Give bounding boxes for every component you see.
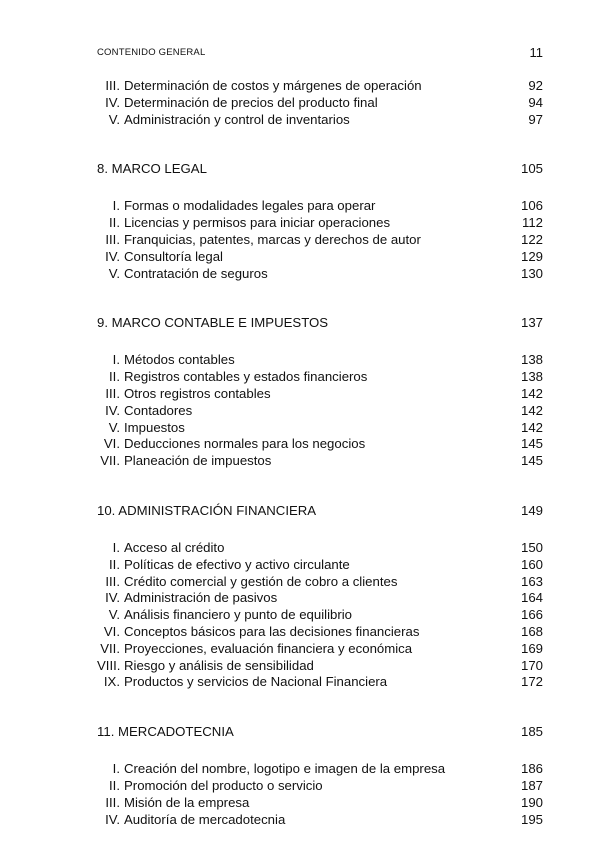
- continued-items: [97, 78, 543, 128]
- toc-entry-number: III.: [105, 385, 120, 401]
- toc-entry-page: 142: [520, 419, 543, 435]
- toc-entry: [97, 557, 543, 574]
- toc-entry: [97, 266, 543, 283]
- toc-entry-title: Promoción del producto o servicio: [124, 777, 323, 793]
- toc-entry-title: Franquicias, patentes, marcas y derechos de autor: [124, 231, 421, 247]
- section-entries: [97, 352, 543, 470]
- toc-entry-page: 94: [528, 94, 543, 110]
- toc-entry-page: 92: [528, 78, 543, 93]
- toc-entry-number: V.: [108, 265, 120, 281]
- toc-entry-title: Deducciones normales para los negocios: [124, 436, 366, 452]
- toc-entry: [97, 215, 543, 232]
- toc-entry-number: I.: [112, 198, 120, 214]
- toc-entry-title: Administración de pasivos: [124, 590, 278, 606]
- toc-entry: [97, 658, 543, 675]
- toc-entry-title: Auditoría de mercadotecnia: [124, 811, 286, 827]
- section-entries: [97, 198, 543, 282]
- toc-entry: [97, 778, 543, 795]
- toc-entry-page: 187: [520, 777, 543, 793]
- toc-entry-page: 168: [520, 623, 543, 639]
- toc-entry: [97, 386, 543, 403]
- section-entries: [97, 761, 543, 828]
- toc-entry: [97, 78, 543, 95]
- toc-entry-page: 172: [520, 674, 543, 690]
- toc-entry-title: Conceptos básicos para las decisiones financieras: [124, 623, 420, 639]
- toc-entry: [97, 761, 543, 778]
- toc-entry: [97, 812, 543, 829]
- toc-section: [97, 724, 543, 828]
- toc-section: [97, 161, 543, 282]
- page-number: 11: [529, 45, 543, 60]
- toc-entry: [97, 198, 543, 215]
- toc-entry-number: II.: [109, 215, 120, 231]
- toc-entry: [97, 420, 543, 437]
- toc-entry-page: 129: [520, 248, 543, 264]
- toc-entry-number: IV.: [105, 248, 120, 264]
- toc-entry-number: I.: [112, 539, 120, 555]
- toc-entry-page: 160: [520, 556, 543, 572]
- toc-entry: [97, 540, 543, 557]
- toc-entry-number: IV.: [105, 94, 120, 110]
- toc-entry-page: 145: [520, 436, 543, 452]
- toc-entry-page: 190: [520, 794, 543, 810]
- toc-entry-title: Contadores: [124, 402, 193, 418]
- toc-entry-page: 142: [520, 385, 543, 401]
- toc-entry-number: IV.: [105, 402, 120, 418]
- toc-entry-number: IV.: [105, 811, 120, 827]
- toc-entry-page: 186: [520, 761, 543, 777]
- toc-entry-page: 166: [520, 607, 543, 623]
- toc-entry: [97, 249, 543, 266]
- toc-entry-page: 195: [520, 811, 543, 827]
- toc-entry: [97, 453, 543, 470]
- toc-entry-number: IX.: [103, 674, 120, 690]
- toc-entry-title: Acceso al crédito: [124, 539, 225, 555]
- table-of-contents: [97, 78, 543, 828]
- toc-entry-title: Análisis financiero y punto de equilibrio: [124, 607, 352, 623]
- toc-entry-title: Determinación de precios del producto final: [124, 94, 378, 110]
- toc-entry-page: 142: [520, 402, 543, 418]
- section-page: 137: [520, 315, 543, 331]
- toc-entry-title: Consultoría legal: [124, 248, 223, 264]
- section-heading: [97, 161, 543, 179]
- toc-entry-number: VI.: [103, 623, 120, 639]
- section-entries: [97, 540, 543, 691]
- toc-entry-number: III.: [105, 78, 120, 93]
- toc-entry-number: VII.: [100, 453, 120, 469]
- section-title: 11. MERCADOTECNIA: [97, 724, 234, 740]
- toc-entry: [97, 590, 543, 607]
- section-title: 10. ADMINISTRACIÓN FINANCIERA: [97, 502, 317, 518]
- running-header: [97, 45, 543, 63]
- section-heading: [97, 315, 543, 333]
- section-heading: [97, 724, 543, 742]
- toc-entry-number: IV.: [105, 590, 120, 606]
- toc-entry-page: 130: [520, 265, 543, 281]
- toc-entry-number: VIII.: [97, 657, 121, 673]
- toc-entry-title: Licencias y permisos para iniciar operaciones: [124, 215, 391, 231]
- toc-entry-title: Administración y control de inventarios: [124, 111, 350, 127]
- toc-entry-page: 163: [520, 573, 543, 589]
- toc-entry-title: Creación del nombre, logotipo e imagen de la empresa: [124, 761, 446, 777]
- toc-entry: [97, 641, 543, 658]
- toc-entry: [97, 352, 543, 369]
- toc-entry-number: III.: [105, 231, 120, 247]
- toc-entry-title: Planeación de impuestos: [124, 453, 272, 469]
- toc-entry: [97, 369, 543, 386]
- toc-entry-number: V.: [108, 419, 120, 435]
- running-header-title: CONTENIDO GENERAL: [97, 47, 206, 58]
- toc-section: [97, 503, 543, 691]
- toc-entry-title: Riesgo y análisis de sensibilidad: [124, 657, 314, 673]
- toc-entry-title: Otros registros contables: [124, 385, 271, 401]
- toc-entry: [97, 674, 543, 691]
- toc-entry-title: Registros contables y estados financieros: [124, 369, 368, 385]
- section-title: 9. MARCO CONTABLE E IMPUESTOS: [97, 315, 329, 331]
- section-page: 149: [520, 502, 543, 518]
- toc-entry-page: 138: [520, 352, 543, 368]
- toc-entry: [97, 436, 543, 453]
- toc-entry-title: Determinación de costos y márgenes de operación: [124, 78, 422, 93]
- toc-entry-title: Contratación de seguros: [124, 265, 268, 281]
- toc-entry-number: VII.: [100, 640, 120, 656]
- section-page: 185: [520, 724, 543, 740]
- toc-entry-number: I.: [112, 352, 120, 368]
- toc-entry: [97, 95, 543, 112]
- toc-entry: [97, 574, 543, 591]
- toc-entry-number: V.: [108, 607, 120, 623]
- section-page: 105: [520, 161, 543, 177]
- toc-entry: [97, 607, 543, 624]
- toc-entry-number: I.: [112, 761, 120, 777]
- toc-entry-page: 122: [520, 231, 543, 247]
- toc-entry-title: Políticas de efectivo y activo circulante: [124, 556, 350, 572]
- toc-entry-page: 150: [520, 539, 543, 555]
- section-heading: [97, 503, 543, 521]
- toc-entry-title: Productos y servicios de Nacional Financiera: [124, 674, 388, 690]
- toc-entry-number: VI.: [103, 436, 120, 452]
- toc-section: [97, 315, 543, 470]
- toc-entry-number: V.: [108, 111, 120, 127]
- toc-entry: [97, 112, 543, 129]
- toc-entry-number: III.: [105, 794, 120, 810]
- toc-entry-title: Proyecciones, evaluación financiera y económica: [124, 640, 413, 656]
- toc-entry-page: 145: [520, 453, 543, 469]
- toc-entry-page: 112: [521, 215, 543, 231]
- toc-entry-title: Misión de la empresa: [124, 794, 250, 810]
- toc-entry-number: III.: [105, 573, 120, 589]
- toc-entry-page: 170: [520, 657, 543, 673]
- toc-entry-page: 106: [520, 198, 543, 214]
- toc-entry-title: Crédito comercial y gestión de cobro a clientes: [124, 573, 398, 589]
- toc-entry-page: 164: [520, 590, 543, 606]
- toc-entry-title: Métodos contables: [124, 352, 235, 368]
- toc-sections: [97, 161, 543, 828]
- toc-entry: [97, 624, 543, 641]
- toc-entry: [97, 403, 543, 420]
- toc-entry: [97, 232, 543, 249]
- toc-entry-number: II.: [109, 556, 120, 572]
- toc-entry-number: II.: [109, 369, 120, 385]
- section-title: 8. MARCO LEGAL: [97, 161, 207, 177]
- toc-entry-title: Impuestos: [124, 419, 185, 435]
- toc-entry-page: 97: [528, 111, 543, 127]
- toc-entry-number: II.: [109, 777, 120, 793]
- toc-entry-page: 138: [520, 369, 543, 385]
- toc-entry: [97, 795, 543, 812]
- toc-entry-page: 169: [520, 640, 543, 656]
- toc-entry-title: Formas o modalidades legales para operar: [124, 198, 376, 214]
